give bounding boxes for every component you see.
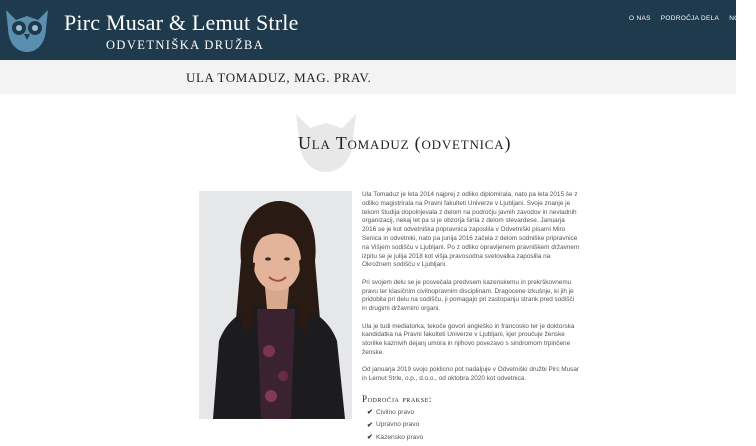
practice-item-label: Civilno pravo bbox=[376, 408, 415, 416]
practice-item bbox=[367, 419, 423, 432]
practice-item-label: Upravno pravo bbox=[376, 421, 420, 429]
practice-heading: Področja prakse: bbox=[362, 394, 433, 404]
site-header bbox=[0, 0, 756, 60]
check-icon: ✔ bbox=[367, 409, 373, 417]
title-band bbox=[0, 60, 736, 94]
main-heading: Ula Tomaduz (odvetnica) bbox=[298, 133, 512, 153]
bio-paragraph: Od januarja 2019 svojo poklicno pot nadaljuje v Odvetniški družbi Pirc Musar in Lemut Strle, o.p., d.o.o., od oktobra 2020 kot odvetnica. bbox=[362, 366, 580, 383]
practice-item-label: Kazensko pravo bbox=[376, 433, 424, 441]
bio-text bbox=[362, 191, 580, 393]
main-nav bbox=[629, 15, 756, 22]
bio-paragraph: Ula je tudi mediatorka, tekoče govori angleško in francosko ter je doktorska kandidatka na Pravni fakulteti Univerze v Ljubljani, kjer proučuje ženske storilke kaznivih dejanj umora in njihovo povezavo s sindromom trpinčene ženske. bbox=[362, 322, 575, 356]
bio-paragraph: Ula Tomaduz je leta 2014 najprej z odliko diplomirala, nato pa leta 2015 še z odliko magistrirala na Pravni fakulteti Univerze v Ljubljani. Svoje znanje je tekom študija dopolnjevala z delom na področju javnih zavodov in nevladnih organizacij, nekaj let pa si je obzorja širila z delom stevardese. Januarja 2016 se je kot odvetniška pripravnica zaposlila v Odvetniški pisarni Miro Senica in odvetniki, nato pa junija 2016 začela z delom sodniške pripravnice na Višjem sodišču v Ljubljani. Po z odliko opravljenem pravniškem državnem izpitu se je julija 2018 kot višja pravosodna svetovalka zaposlila na Okrožnem sodišču v Ljubljani. bbox=[362, 191, 580, 269]
practice-item bbox=[367, 406, 423, 419]
bio-paragraph: Pri svojem delu se je posvečala predvsem kazenskemu in prekrškovnemu pravu ter klasičnim civilnopravnim disciplinam. Dragocene izkušnje, ki jih je pridobila pri delu na sodišču, ji pomagajo pri zastopanju strank pred sodišči in drugimi državnimi organi. bbox=[362, 278, 575, 313]
nav-item-novice[interactable]: NOVICE bbox=[729, 15, 756, 22]
owl-logo-icon[interactable] bbox=[2, 4, 52, 54]
nav-item-o-nas[interactable]: O NAS bbox=[629, 15, 651, 22]
firm-name[interactable]: Pirc Musar & Lemut Strle bbox=[64, 10, 299, 35]
check-icon: ✔ bbox=[367, 421, 373, 429]
profile-photo bbox=[199, 191, 352, 419]
page-title: ULA TOMADUZ, MAG. PRAV. bbox=[186, 70, 372, 85]
practice-list bbox=[367, 406, 423, 444]
check-icon: ✔ bbox=[367, 434, 373, 442]
practice-item bbox=[367, 431, 423, 444]
nav-item-podrocja-dela[interactable]: PODROČJA DELA bbox=[660, 15, 720, 22]
firm-subtitle: ODVETNIŠKA DRUŽBA bbox=[106, 38, 265, 52]
